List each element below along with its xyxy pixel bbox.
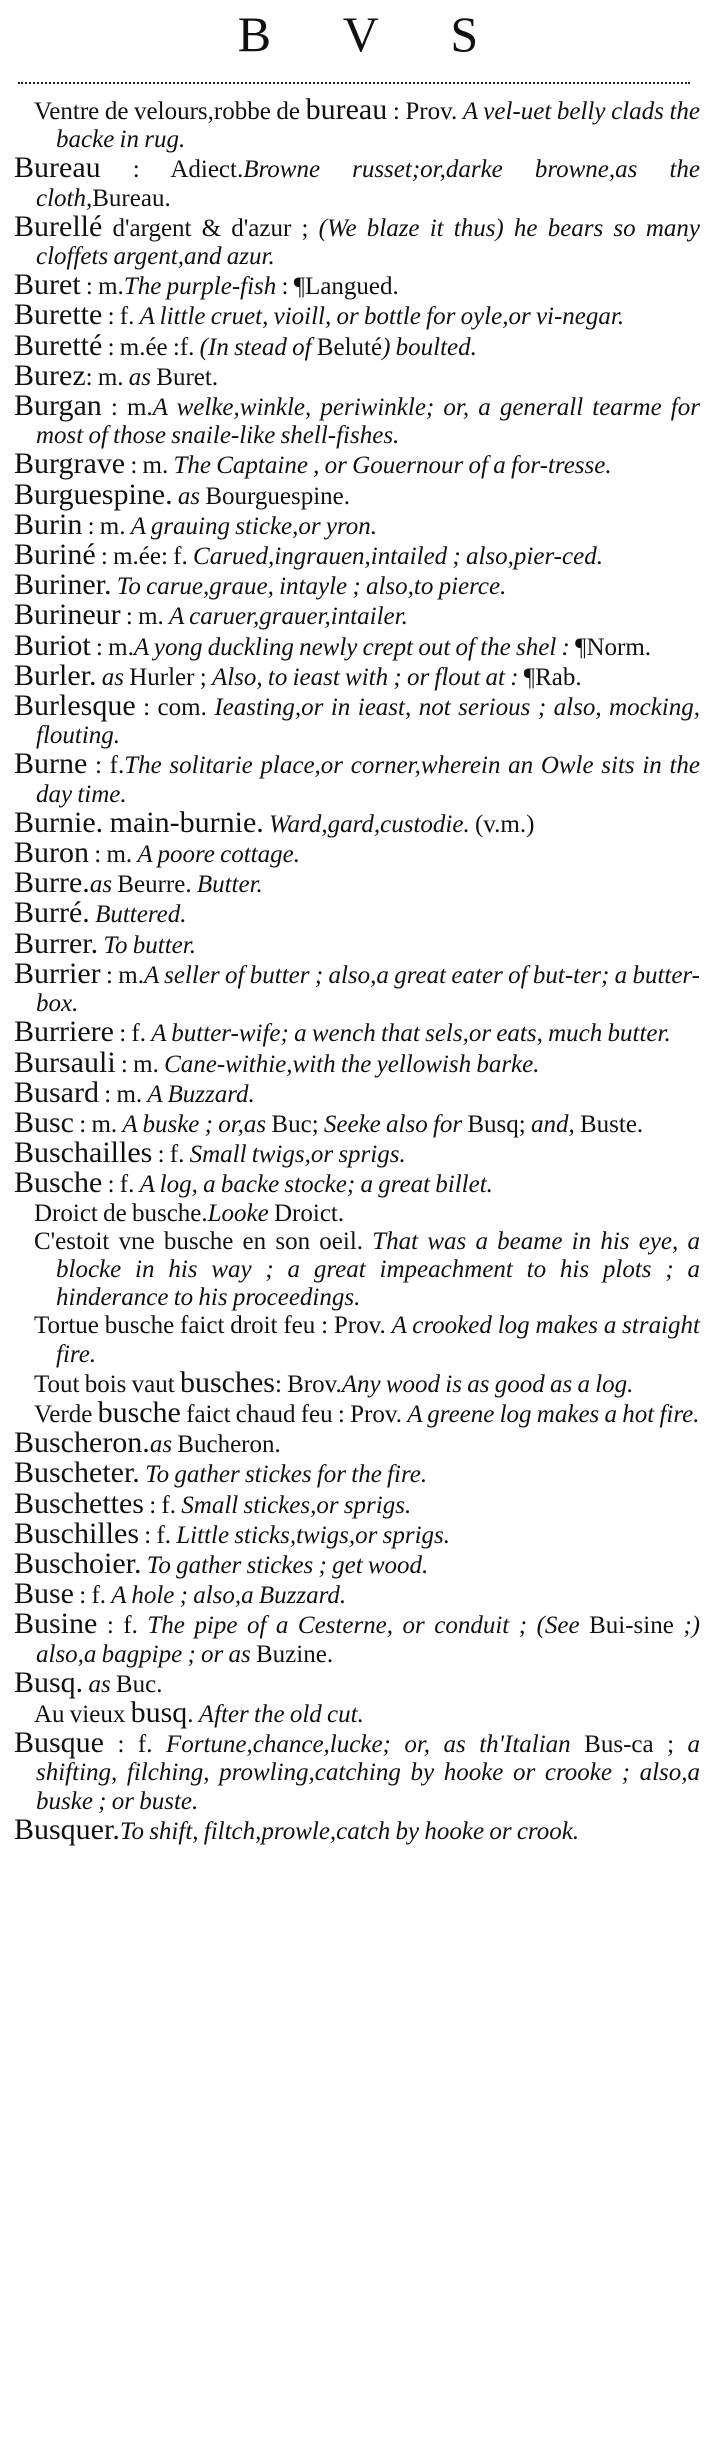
gloss-text: To gather stickes ; get wood. [141,1551,429,1579]
dictionary-entry [14,658,700,692]
roman-text: Beluté [316,333,383,361]
dictionary-entry [14,805,700,839]
roman-text: : m. [74,1110,123,1138]
dictionary-entry [14,1516,700,1550]
dictionary-entry [14,298,700,332]
dictionary-entry [14,389,700,450]
roman-text: Beurre. [117,871,197,899]
dictionary-entry [14,1075,700,1109]
dictionary-entry [14,1105,700,1139]
gloss-text: A little cruet, vioill, or bottle for oyle,or vi-negar. [139,303,625,331]
headword: Buscheron. [14,1426,150,1460]
gloss-text: A hole ; also,a Buzzard. [111,1582,347,1610]
gloss-text: A welke,winkle, periwinkle; or, a generall tearme for most of those snaile-like shell-fishes. [36,394,700,450]
running-head: B V S [237,6,509,62]
headword: Buscheter. [14,1456,140,1490]
gloss-text: ;) also,a bagpipe ; or as [36,1612,700,1668]
dictionary-entry [14,956,700,1018]
headword: Busq. [14,1665,84,1699]
dictionary-entry [14,866,700,900]
roman-text: C'estoit vne busche en son oeil. [34,1227,373,1255]
headword: Burellé [14,209,103,243]
dictionary-entry [14,896,700,930]
gloss-text: Butter. [196,871,263,899]
gloss-text: as [128,363,157,391]
gloss-text: as [172,482,206,510]
headword: Buse [14,1577,74,1611]
roman-text: : m. [80,273,124,301]
headword: Burez [14,358,86,392]
sub-entry [14,93,700,154]
dictionary-entry [14,1486,700,1520]
gloss-text: as [89,871,118,899]
dictionary-entry [14,926,700,960]
head-rule [18,82,690,84]
gloss-text: That was a beame in his eye, a blocke in his way ; a great impeachment to his plots ; a hinderance to his proceedings. [56,1227,700,1312]
headword: Burne [14,747,88,781]
gloss-text: and, [530,1110,580,1138]
dictionary-entry [14,268,700,302]
gloss-text: Small twigs,or sprigs. [189,1141,406,1169]
gloss-text: Any wood is as good as a log. [341,1370,634,1398]
roman-text: Ventre de velours,robbe de [34,98,306,125]
dictionary-entry [14,328,700,362]
roman-text: . [187,1700,199,1728]
entry-list [14,93,700,1846]
headword: Busc [14,1105,74,1139]
roman-text: : f. [113,1020,152,1048]
roman-text: Droict. [274,1199,345,1227]
roman-text: : m. [125,452,174,480]
gloss-text: A Buzzard. [147,1080,255,1108]
headword: Burnie. main-burnie. [14,805,264,839]
gloss-text: A poore cottage. [137,841,300,869]
dictionary-entry [14,477,700,511]
headword: Burré. [14,896,90,930]
roman-text: : Brov. [274,1370,342,1398]
headword: Buriner. [14,568,112,602]
roman-text: Buste. [579,1110,644,1138]
roman-text: Buret. [156,363,219,391]
roman-text: : f. [74,1582,112,1610]
roman-text: : f. [139,1521,177,1549]
headword: Busque [14,1726,104,1760]
gloss-text: A buske ; or,as [122,1110,272,1138]
dictionary-entry [14,1665,700,1699]
roman-text: : m. [101,394,153,422]
roman-text: Busq; [467,1110,531,1138]
roman-text: Buc; [271,1110,324,1138]
roman-text: : m. [82,512,131,540]
roman-text: Bucheron. [177,1431,281,1459]
headword: Burre. [14,866,90,900]
roman-text: : Adiect. [100,156,244,184]
gloss-text: Cane-withie,with the yellowish barke. [164,1050,540,1078]
headword: Burriere [14,1015,114,1049]
gloss-text: Also, to ieast with ; or flout at : [211,663,519,691]
roman-text: faict chaud feu : Prov. [180,1400,408,1428]
gloss-text: After the old cut. [198,1700,364,1728]
roman-text: Tout bois vaut [34,1370,180,1398]
gloss-text: Seeke also for [323,1110,468,1138]
roman-text: : com. [135,694,215,722]
headword: Buschettes [14,1486,144,1520]
headword: busq [130,1695,188,1729]
roman-text: (v.m.) [469,810,535,838]
roman-text: : m.ée: f. [95,543,194,571]
gloss-text: To carue,graue, intayle ; also,to pierce. [111,573,507,601]
dictionary-entry [14,358,700,392]
headword: Bureau [14,151,101,185]
roman-text: Buzine. [256,1640,334,1668]
gloss-text: Ward,gard,custodie. [263,810,470,838]
gloss-text: The purple-fish [123,273,277,301]
gloss-text: Small stickes,or sprigs. [181,1491,412,1519]
roman-text: : f. [104,1731,166,1759]
gloss-text: To gather stickes for the fire. [139,1461,428,1489]
roman-text: : m. [100,961,144,989]
gloss-text: Buttered. [89,901,187,929]
roman-text: Tortue busche faict droit feu : Prov. [34,1312,392,1340]
headword: Burgan [14,389,102,423]
roman-text: : f. [87,752,125,780]
headword: Burrer. [14,926,99,960]
headword: bureau [305,93,388,126]
dictionary-entry [14,1426,700,1460]
dictionary-entry [14,689,700,750]
gloss-text: as [96,663,130,691]
dictionary-entry [14,1546,700,1580]
dictionary-entry [14,1045,700,1079]
roman-text: : ¶Langued. [276,273,399,301]
dictionary-entry [14,507,700,541]
gloss-text: A caruer,grauer,intailer. [169,603,408,631]
roman-text: Buc. [115,1670,163,1698]
sub-entry [14,1228,700,1313]
headword: Busquer. [14,1812,120,1846]
roman-text: Bus-ca ; [584,1731,688,1759]
dictionary-entry [14,538,700,572]
roman-text: : m. [115,1050,165,1078]
gloss-text: A vel-uet belly clads the backe in rug. [56,98,700,154]
gloss-text: Looke [207,1199,274,1227]
roman-text: : f. [152,1141,190,1169]
roman-text: : f. [102,1171,140,1199]
headword: Buschoier. [14,1546,142,1580]
dictionary-entry [14,1015,700,1049]
gloss-text: ) boulted. [382,333,477,361]
dictionary-entry [14,628,700,662]
dictionary-entry [14,1812,700,1846]
headword: Buriné [14,538,96,572]
sub-entry [14,1695,700,1729]
roman-text: ¶Norm. [569,633,652,661]
gloss-text: Browne russet;or,darke browne,as the cloth, [36,156,700,212]
headword: Burrier [14,956,101,990]
headword: Burette [14,298,103,332]
dictionary-entry [14,447,700,481]
gloss-text: Carued,ingrauen,intailed ; also,pier-ced. [193,543,603,571]
sub-entry [14,1200,700,1228]
gloss-text: To shift, filtch,prowle,catch by hooke or crook. [119,1817,580,1845]
headword: Burler. [14,658,97,692]
headword: busches [179,1365,275,1399]
gloss-text: The pipe of a Cesterne, or conduit ; (See [147,1612,590,1640]
roman-text: Droict de busche. [34,1199,208,1227]
gloss-text: The solitarie place,or corner,wherein an Owle sits in the day time. [36,752,700,808]
gloss-text: Little sticks,twigs,or sprigs. [176,1521,451,1549]
dictionary-entry [14,1136,700,1170]
roman-text: Bui-sine [589,1612,674,1640]
gloss-text: A seller of butter ; also,a great eater of but-ter; a butter-box. [36,961,700,1018]
roman-text: : m. [89,841,138,869]
headword: Buron [14,836,89,870]
headword: Bursauli [14,1045,116,1079]
gloss-text: A grauing sticke,or yron. [130,512,378,540]
roman-text: : m. [120,603,170,631]
roman-text: : f. [97,1612,148,1640]
roman-text: : f. [102,303,140,331]
gloss-text: A yong duckling newly crept out of the shel : [133,633,570,661]
dictionary-entry [14,1166,700,1200]
sub-entry [14,1395,700,1429]
dictionary-entry [14,1577,700,1611]
roman-text: : m. [90,633,134,661]
gloss-text: a shifting, filching, prowling,catching by hooke or crooke ; also,a buske ; or buste. [36,1731,700,1815]
dictionary-entry [14,747,700,808]
dictionary-entry [14,1607,700,1668]
headword: Buriot [14,628,91,662]
roman-text: Au vieux [34,1700,131,1728]
headword: busche [97,1395,181,1429]
headword: Burgrave [14,447,126,481]
headword: Busche [14,1166,103,1200]
gloss-text: A crooked log makes a straight fire. [56,1312,700,1368]
headword: Burineur [14,598,121,632]
dictionary-entry [14,1726,700,1816]
headword: Buret [14,268,81,302]
roman-text: : m. [99,1080,148,1108]
headword: Busard [14,1075,99,1109]
roman-text: : m.ée :f. [102,333,200,361]
headword: Buretté [14,328,103,362]
headword: Burguespine. [14,477,173,511]
roman-text: Bourguespine. [205,482,351,510]
sub-entry [14,1312,700,1368]
roman-text: Verde [34,1400,98,1428]
headword: Buschilles [14,1516,139,1550]
roman-text: Hurler ; [129,663,212,691]
gloss-text: Fortune,chance,lucke; or, as th'Italian [165,1731,585,1759]
roman-text: : Prov. [387,98,463,125]
roman-text: : m. [85,363,129,391]
dictionary-entry [14,209,700,271]
headword: Buschailles [14,1136,153,1170]
gloss-text: (We blaze it thus) he bears so many cloffets argent,and azur. [36,214,700,271]
roman-text: ¶Rab. [518,663,582,691]
dictionary-entry [14,836,700,870]
gloss-text: as [83,1670,116,1698]
gloss-text: To butter. [98,931,196,959]
dictionary-entry [14,1456,700,1490]
dictionary-entry [14,598,700,632]
sub-entry [14,1365,700,1399]
roman-text: d'argent & d'azur ; [102,214,319,242]
headword: Busine [14,1607,98,1641]
gloss-text: The Captaine , or Gouernour of a for-tresse. [173,452,612,480]
headword: Burin [14,507,83,541]
headword: Burlesque [14,689,136,723]
gloss-text: A greene log makes a hot fire. [407,1400,700,1428]
gloss-text: as [149,1431,178,1459]
dictionary-entry [14,568,700,602]
dictionary-entry [14,151,700,212]
gloss-text: A log, a backe stocke; a great billet. [139,1171,493,1199]
gloss-text: Ieasting,or in ieast, not serious ; also, mocking, flouting. [36,694,700,750]
gloss-text: (In stead of [199,333,317,361]
roman-text: Bureau. [92,184,171,212]
gloss-text: A butter-wife; a wench that sels,or eats, much butter. [151,1020,671,1048]
roman-text: : f. [143,1491,182,1519]
